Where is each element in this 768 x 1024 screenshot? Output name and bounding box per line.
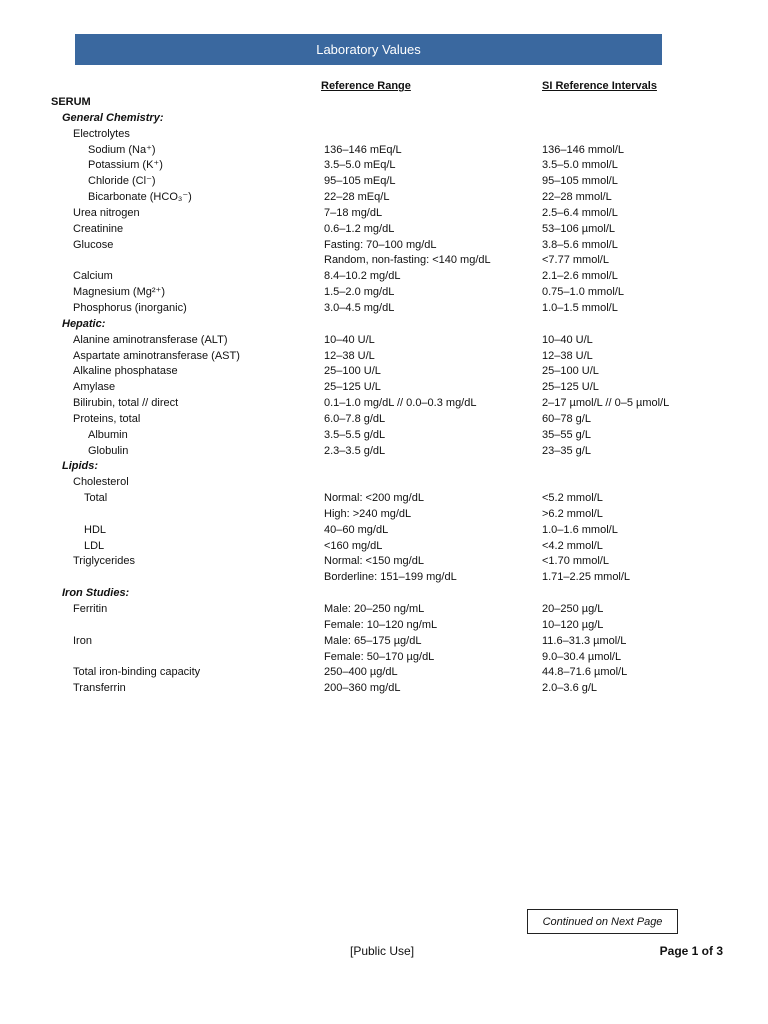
reference-range-value: High: >240 mg/dL (324, 507, 412, 520)
row-label: Alkaline phosphatase (73, 365, 178, 378)
si-interval-value: 10–40 U/L (542, 333, 593, 346)
row-label: Chloride (Cl⁻) (88, 175, 156, 188)
table-row (0, 523, 768, 539)
reference-range-header: Reference Range (321, 80, 411, 92)
row-label: Hepatic: (62, 317, 106, 330)
si-interval-value: 22–28 mmol/L (542, 191, 612, 204)
table-row (0, 570, 768, 586)
row-label: Bilirubin, total // direct (73, 397, 179, 410)
reference-range-value: 22–28 mEq/L (324, 191, 390, 204)
si-interval-value: 1.0–1.5 mmol/L (542, 301, 618, 314)
row-label: SERUM (51, 96, 91, 108)
si-intervals-header: SI Reference Intervals (542, 80, 657, 92)
table-row (0, 269, 768, 285)
reference-range-value: 40–60 mg/dL (324, 523, 389, 536)
si-interval-value: <5.2 mmol/L (542, 492, 603, 505)
row-label: Phosphorus (inorganic) (73, 301, 187, 314)
table-row (0, 444, 768, 460)
reference-range-value: 7–18 mg/dL (324, 206, 383, 219)
table-row (0, 634, 768, 650)
table-row (0, 301, 768, 317)
row-label: Calcium (73, 270, 113, 283)
row-label: Sodium (Na⁺) (88, 143, 156, 156)
table-row (0, 428, 768, 444)
table-row (0, 285, 768, 301)
row-label: Magnesium (Mg²⁺) (73, 286, 165, 299)
si-interval-value: 3.8–5.6 mmol/L (542, 238, 618, 251)
si-interval-value: <7.77 mmol/L (542, 254, 609, 267)
row-label: Alanine aminotransferase (ALT) (73, 333, 228, 346)
si-interval-value: 2.5–6.4 mmol/L (542, 206, 618, 219)
reference-range-value: Male: 65–175 µg/dL (324, 634, 422, 647)
reference-range-value: 3.5–5.0 mEq/L (324, 159, 396, 172)
si-interval-value: 35–55 g/L (542, 428, 591, 441)
si-interval-value: 3.5–5.0 mmol/L (542, 159, 618, 172)
reference-range-value: 10–40 U/L (324, 333, 375, 346)
reference-range-value: <160 mg/dL (324, 539, 383, 552)
table-row (0, 396, 768, 412)
si-interval-value: 9.0–30.4 µmol/L (542, 650, 622, 663)
si-interval-value: 25–100 U/L (542, 365, 599, 378)
row-label: Iron Studies: (62, 587, 130, 600)
reference-range-value: 6.0–7.8 g/dL (324, 412, 386, 425)
page-title: Laboratory Values (75, 34, 662, 65)
si-interval-value: 2–17 µmol/L // 0–5 µmol/L (542, 397, 670, 410)
si-interval-value: 12–38 U/L (542, 349, 593, 362)
table-row (0, 333, 768, 349)
table-row (0, 602, 768, 618)
reference-range-value: 12–38 U/L (324, 349, 375, 362)
table-row (0, 665, 768, 681)
reference-range-value: Random, non-fasting: <140 mg/dL (324, 254, 491, 267)
si-interval-value: 2.1–2.6 mmol/L (542, 270, 618, 283)
table-row (0, 412, 768, 428)
row-label: Transferrin (73, 682, 126, 695)
reference-range-value: 95–105 mEq/L (324, 175, 396, 188)
row-label: Ferritin (73, 603, 108, 615)
table-row (0, 206, 768, 222)
si-interval-value: 95–105 mmol/L (542, 175, 618, 188)
row-label: Potassium (K⁺) (88, 159, 163, 172)
row-label: General Chemistry: (62, 111, 164, 124)
table-row (0, 507, 768, 523)
reference-range-value: 2.3–3.5 g/dL (324, 444, 386, 457)
table-row (0, 111, 768, 127)
table-row (0, 253, 768, 269)
si-interval-value: 44.8–71.6 µmol/L (542, 666, 628, 679)
si-interval-value: 53–106 µmol/L (542, 222, 615, 235)
table-row (0, 475, 768, 491)
table-row (0, 364, 768, 380)
table-row (0, 190, 768, 206)
table-row (0, 618, 768, 634)
reference-range-value: 0.6–1.2 mg/dL (324, 222, 395, 235)
row-label: Albumin (88, 428, 128, 441)
table-row (0, 380, 768, 396)
row-label: Lipids: (62, 460, 99, 473)
row-label: Globulin (88, 444, 129, 457)
row-label: Creatinine (73, 222, 124, 235)
table-row (0, 650, 768, 666)
row-label: Urea nitrogen (73, 206, 140, 219)
reference-range-value: 136–146 mEq/L (324, 143, 402, 156)
si-interval-value: 136–146 mmol/L (542, 143, 624, 156)
table-row (0, 349, 768, 365)
row-label: Total iron-binding capacity (73, 666, 201, 679)
si-interval-value: 20–250 µg/L (542, 603, 604, 615)
table-row (0, 459, 768, 475)
si-interval-value: 2.0–3.6 g/L (542, 682, 598, 695)
reference-range-value: Male: 20–250 ng/mL (324, 603, 425, 615)
si-interval-value: 11.6–31.3 µmol/L (542, 634, 627, 647)
reference-range-value: 200–360 mg/dL (324, 682, 401, 695)
row-label: Iron (73, 634, 92, 647)
row-label: Proteins, total (73, 412, 141, 425)
lab-values-table (0, 95, 768, 697)
table-row (0, 681, 768, 697)
reference-range-value: Borderline: 151–199 mg/dL (324, 571, 457, 584)
row-label: LDL (84, 539, 105, 552)
si-interval-value: 0.75–1.0 mmol/L (542, 286, 624, 299)
reference-range-value: 1.5–2.0 mg/dL (324, 286, 395, 299)
table-row (0, 143, 768, 159)
si-interval-value: 10–120 µg/L (542, 618, 604, 631)
reference-range-value: 25–100 U/L (324, 365, 381, 378)
reference-range-value: 25–125 U/L (324, 381, 381, 394)
si-interval-value: 25–125 U/L (542, 381, 599, 394)
row-label: Aspartate aminotransferase (AST) (73, 349, 240, 362)
table-row (0, 317, 768, 333)
reference-range-value: Normal: <150 mg/dL (324, 555, 424, 568)
row-label: Electrolytes (73, 127, 130, 140)
reference-range-value: Fasting: 70–100 mg/dL (324, 238, 437, 251)
table-row (0, 158, 768, 174)
continued-box: Continued on Next Page (527, 909, 678, 934)
reference-range-value: 8.4–10.2 mg/dL (324, 270, 401, 283)
table-row (0, 491, 768, 507)
reference-range-value: 3.5–5.5 g/dL (324, 428, 386, 441)
table-row (0, 554, 768, 570)
reference-range-value: Normal: <200 mg/dL (324, 492, 424, 505)
table-row (0, 238, 768, 254)
row-label: Cholesterol (73, 476, 129, 489)
si-interval-value: 60–78 g/L (542, 412, 591, 425)
si-interval-value: 1.0–1.6 mmol/L (542, 523, 618, 536)
reference-range-value: 0.1–1.0 mg/dL // 0.0–0.3 mg/dL (324, 397, 477, 410)
si-interval-value: <4.2 mmol/L (542, 539, 603, 552)
si-interval-value: <1.70 mmol/L (542, 555, 609, 568)
row-label: Triglycerides (73, 555, 135, 568)
table-row (0, 586, 768, 602)
row-label: HDL (84, 523, 107, 536)
table-row (0, 222, 768, 238)
row-label: Glucose (73, 238, 114, 251)
reference-range-value: 3.0–4.5 mg/dL (324, 301, 395, 314)
table-row (0, 539, 768, 555)
si-interval-value: 1.71–2.25 mmol/L (542, 571, 631, 584)
si-interval-value: 23–35 g/L (542, 444, 591, 457)
row-label: Total (84, 492, 108, 505)
reference-range-value: Female: 50–170 µg/dL (324, 650, 435, 663)
row-label: Amylase (73, 381, 116, 394)
table-row (0, 174, 768, 190)
reference-range-value: 250–400 µg/dL (324, 666, 398, 679)
page-number: Page 1 of 3 (659, 944, 723, 958)
si-interval-value: >6.2 mmol/L (542, 507, 603, 520)
table-row (0, 127, 768, 143)
table-row (0, 95, 768, 111)
row-label: Bicarbonate (HCO₃⁻) (88, 191, 192, 204)
reference-range-value: Female: 10–120 ng/mL (324, 618, 438, 631)
footer-classification: [Public Use] (350, 944, 415, 958)
